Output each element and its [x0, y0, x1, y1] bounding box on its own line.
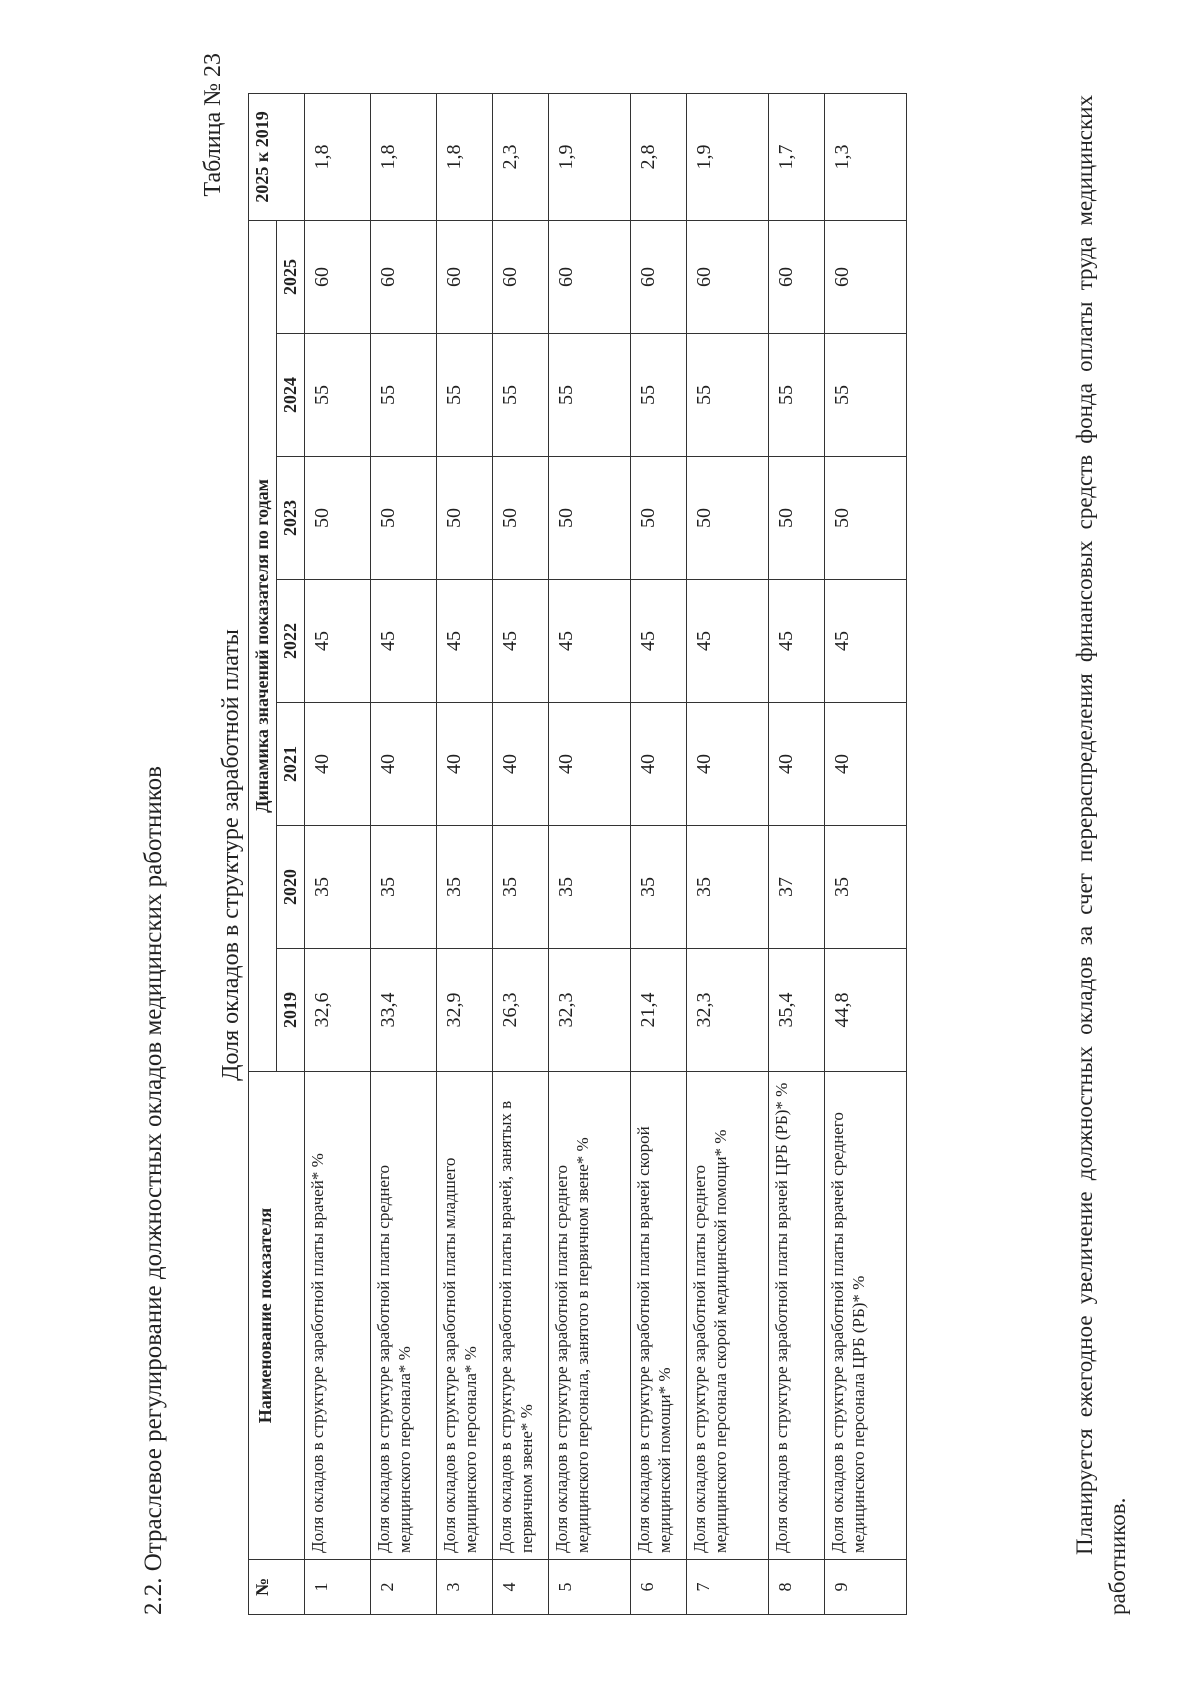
header-year: 2022 [277, 580, 305, 703]
year-value: 60 [769, 220, 825, 333]
row-number: 7 [687, 1560, 769, 1615]
header-year: 2021 [277, 703, 305, 826]
table-caption: Доля окладов в структуре заработной платы [218, 629, 244, 1081]
year-value: 60 [493, 220, 549, 333]
header-year: 2020 [277, 826, 305, 949]
year-value: 60 [549, 220, 631, 333]
ratio-value: 1,9 [549, 93, 631, 220]
rotated-page-content [110, 35, 1190, 1655]
year-value: 60 [371, 220, 437, 333]
indicator-name: Доля окладов в структуре заработной платы младшего медицинского персонала* % [437, 1072, 493, 1560]
header-year: 2019 [277, 949, 305, 1072]
year-value: 21,4 [631, 949, 687, 1072]
footer-paragraph: Планируется ежегодное увеличение должностных окладов за счет перераспределения финансовых средств фонда оплаты труда медицинских работников. [1072, 95, 1131, 1615]
year-value: 35 [549, 826, 631, 949]
year-value: 26,3 [493, 949, 549, 1072]
header-year: 2025 [277, 220, 305, 333]
indicator-name: Доля окладов в структуре заработной платы врачей, занятых в первичном звене* % [493, 1072, 549, 1560]
row-number: 2 [371, 1560, 437, 1615]
table-row [371, 93, 437, 1614]
year-value: 50 [825, 457, 907, 580]
year-value: 50 [305, 457, 371, 580]
year-value: 33,4 [371, 949, 437, 1072]
year-value: 55 [825, 334, 907, 457]
year-value: 50 [371, 457, 437, 580]
table-row [437, 93, 493, 1614]
year-value: 60 [631, 220, 687, 333]
year-value: 32,9 [437, 949, 493, 1072]
year-value: 37 [769, 826, 825, 949]
year-value: 45 [371, 580, 437, 703]
header-dynamics: Динамика значений показателя по годам [249, 220, 277, 1071]
year-value: 45 [769, 580, 825, 703]
year-value: 55 [769, 334, 825, 457]
section-title: 2.2. Отраслевое регулирование должностных окладов медицинских работников [140, 766, 167, 1615]
year-value: 45 [549, 580, 631, 703]
table-row [825, 93, 907, 1614]
year-value: 55 [371, 334, 437, 457]
year-value: 40 [437, 703, 493, 826]
year-value: 40 [825, 703, 907, 826]
year-value: 32,6 [305, 949, 371, 1072]
ratio-value: 1,8 [305, 93, 371, 220]
year-value: 45 [305, 580, 371, 703]
indicator-table [248, 93, 907, 1615]
year-value: 35 [687, 826, 769, 949]
table-row [687, 93, 769, 1614]
year-value: 35 [305, 826, 371, 949]
year-value: 55 [687, 334, 769, 457]
row-number: 3 [437, 1560, 493, 1615]
year-value: 35 [371, 826, 437, 949]
year-value: 45 [631, 580, 687, 703]
year-value: 60 [687, 220, 769, 333]
table-row [549, 93, 631, 1614]
year-value: 50 [687, 457, 769, 580]
year-value: 55 [305, 334, 371, 457]
year-value: 40 [371, 703, 437, 826]
year-value: 45 [437, 580, 493, 703]
year-value: 40 [769, 703, 825, 826]
indicator-name: Доля окладов в структуре заработной платы врачей скорой медицинской помощи* % [631, 1072, 687, 1560]
year-value: 55 [549, 334, 631, 457]
row-number: 1 [305, 1560, 371, 1615]
indicator-name: Доля окладов в структуре заработной платы врачей среднего медицинского персонала ЦРБ (РБ)* % [825, 1072, 907, 1560]
table-number: Таблица № 23 [200, 53, 226, 197]
header-number: № [249, 1560, 305, 1615]
year-value: 44,8 [825, 949, 907, 1072]
table-row [631, 93, 687, 1614]
row-number: 9 [825, 1560, 907, 1615]
year-value: 50 [437, 457, 493, 580]
indicator-name: Доля окладов в структуре заработной платы среднего медицинского персонала* % [371, 1072, 437, 1560]
year-value: 55 [493, 334, 549, 457]
year-value: 50 [769, 457, 825, 580]
ratio-value: 1,8 [437, 93, 493, 220]
row-number: 6 [631, 1560, 687, 1615]
ratio-value: 2,8 [631, 93, 687, 220]
ratio-value: 1,3 [825, 93, 907, 220]
indicator-name: Доля окладов в структуре заработной платы среднего медицинского персонала, занятого в первичном звене* % [549, 1072, 631, 1560]
indicator-name: Доля окладов в структуре заработной платы среднего медицинского персонала скорой медицинской помощи* % [687, 1072, 769, 1560]
year-value: 40 [493, 703, 549, 826]
row-number: 4 [493, 1560, 549, 1615]
year-value: 40 [631, 703, 687, 826]
table-body [305, 93, 907, 1614]
header-indicator-name: Наименование показателя [249, 1072, 305, 1560]
header-year: 2024 [277, 334, 305, 457]
table-header-row [249, 93, 277, 1614]
year-value: 35 [493, 826, 549, 949]
year-value: 35 [631, 826, 687, 949]
year-value: 55 [631, 334, 687, 457]
year-value: 35,4 [769, 949, 825, 1072]
indicator-name: Доля окладов в структуре заработной платы врачей ЦРБ (РБ)* % [769, 1072, 825, 1560]
ratio-value: 1,9 [687, 93, 769, 220]
table-row [305, 93, 371, 1614]
year-value: 35 [437, 826, 493, 949]
table-row [769, 93, 825, 1614]
year-value: 55 [437, 334, 493, 457]
year-value: 40 [305, 703, 371, 826]
year-value: 60 [825, 220, 907, 333]
year-value: 40 [687, 703, 769, 826]
year-value: 50 [549, 457, 631, 580]
indicator-name: Доля окладов в структуре заработной платы врачей* % [305, 1072, 371, 1560]
row-number: 8 [769, 1560, 825, 1615]
row-number: 5 [549, 1560, 631, 1615]
year-value: 40 [549, 703, 631, 826]
year-value: 50 [631, 457, 687, 580]
year-value: 45 [825, 580, 907, 703]
year-value: 50 [493, 457, 549, 580]
ratio-value: 1,7 [769, 93, 825, 220]
year-value: 60 [437, 220, 493, 333]
header-year: 2023 [277, 457, 305, 580]
year-value: 60 [305, 220, 371, 333]
ratio-value: 2,3 [493, 93, 549, 220]
year-value: 32,3 [549, 949, 631, 1072]
year-value: 45 [687, 580, 769, 703]
header-ratio: 2025 к 2019 [249, 93, 305, 220]
table-row [493, 93, 549, 1614]
year-value: 32,3 [687, 949, 769, 1072]
year-value: 45 [493, 580, 549, 703]
year-value: 35 [825, 826, 907, 949]
ratio-value: 1,8 [371, 93, 437, 220]
